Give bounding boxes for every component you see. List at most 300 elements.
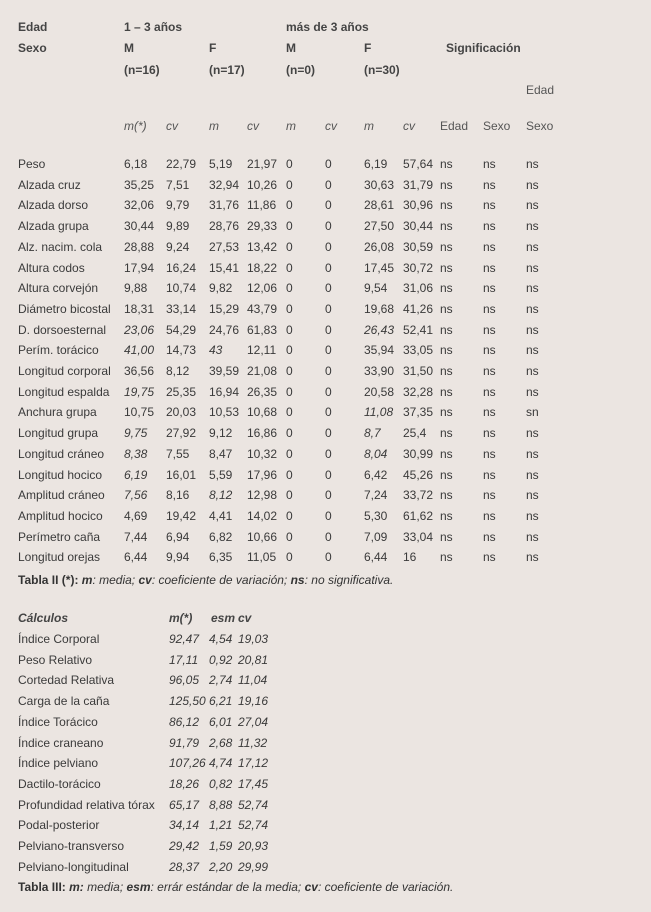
cell-sig-edadsexo: ns xyxy=(526,301,539,316)
calc-col-m: m(*) xyxy=(169,611,193,625)
cell-m1-cv: 7,55 xyxy=(166,446,190,461)
cell-sig-edad: ns xyxy=(440,364,453,378)
sex-m1-label: M xyxy=(124,41,134,55)
cell-sig-edad: ns xyxy=(440,343,453,358)
n-m1: (n=16) xyxy=(124,63,160,77)
cell-f2-cv: 52,41 xyxy=(403,322,434,337)
cell-m2-cv: 0 xyxy=(325,405,332,420)
cell-f2-mean: 30,63 xyxy=(364,177,395,192)
calc-row-label: Índice Torácico xyxy=(18,714,98,729)
cell-sig-edad: ns xyxy=(440,529,453,544)
cell-sig-sexo: ns xyxy=(483,343,496,358)
cell-m2-cv: 0 xyxy=(325,529,332,544)
row-label: Longitud hocico xyxy=(18,467,103,482)
cell-f2-mean: 28,61 xyxy=(364,198,395,213)
cell-sig-edadsexo: ns xyxy=(526,239,539,254)
col-sig-edadsexo: Sexo xyxy=(526,119,554,133)
cell-f1-mean: 43 xyxy=(209,343,223,358)
table3-caption xyxy=(18,880,453,894)
row-label: Alz. nacim. cola xyxy=(18,239,103,254)
cell-sig-edadsexo: ns xyxy=(526,260,539,275)
cell-sig-edadsexo: ns xyxy=(526,219,539,234)
row-label: Perím. torácico xyxy=(18,343,99,358)
cell-m2-cv: 0 xyxy=(325,426,332,441)
calc-row-label: Índice pelviano xyxy=(18,756,99,771)
cell-sig-sexo: ns xyxy=(483,364,496,378)
cell-sig-edadsexo: ns xyxy=(526,322,539,337)
cell-f2-cv: 31,50 xyxy=(403,364,434,378)
cell-m2-mean: 0 xyxy=(286,260,293,275)
cell-f1-cv: 10,68 xyxy=(247,405,278,420)
cell-sig-sexo: ns xyxy=(483,550,496,565)
calc-col-cv: cv xyxy=(238,611,252,625)
cell-f2-cv: 33,05 xyxy=(403,343,434,358)
cell-f2-cv: 30,96 xyxy=(403,198,434,213)
cell-f1-cv: 26,35 xyxy=(247,384,278,399)
cell-sig-edadsexo: ns xyxy=(526,198,539,213)
cell-f2-cv: 33,72 xyxy=(403,488,434,503)
calc-cell-m: 28,37 xyxy=(169,859,200,874)
cell-f2-mean: 8,04 xyxy=(364,446,388,461)
row-label: Alzada dorso xyxy=(18,198,89,213)
cell-sig-sexo: ns xyxy=(483,488,496,503)
calc-row-label: Índice Corporal xyxy=(18,632,100,646)
cell-f1-mean: 27,53 xyxy=(209,239,240,254)
group-over3-label: más de 3 años xyxy=(286,20,369,34)
col-m1-mean: m(*) xyxy=(124,119,147,133)
cell-sig-edadsexo: ns xyxy=(526,384,539,399)
calc-cell-cv: 19,16 xyxy=(238,694,269,709)
cell-f2-mean: 6,19 xyxy=(364,157,388,171)
cell-m1-mean: 28,88 xyxy=(124,239,155,254)
cell-f1-mean: 28,76 xyxy=(209,219,240,234)
cell-m1-cv: 8,16 xyxy=(166,488,190,503)
cell-sig-sexo: ns xyxy=(483,529,496,544)
caption3-prefix: Tabla III: xyxy=(18,880,70,894)
caption2-m-text: : media; xyxy=(92,573,139,587)
cell-m1-cv: 22,79 xyxy=(166,157,197,171)
cell-f2-cv: 41,26 xyxy=(403,301,434,316)
cell-m1-mean: 35,25 xyxy=(124,177,155,192)
cell-f1-cv: 18,22 xyxy=(247,260,278,275)
calc-cell-esm: 2,74 xyxy=(209,673,233,688)
cell-m2-cv: 0 xyxy=(325,322,332,337)
cell-m2-mean: 0 xyxy=(286,301,293,316)
cell-m2-mean: 0 xyxy=(286,384,293,399)
col-m1-cv: cv xyxy=(166,119,178,133)
caption3-cv-text: : coeficiente de variación. xyxy=(317,880,454,894)
cell-f1-cv: 16,86 xyxy=(247,426,278,441)
calc-col-esm: esm xyxy=(211,611,236,625)
cell-m1-cv: 6,94 xyxy=(166,529,190,544)
cell-m1-mean: 7,44 xyxy=(124,529,148,544)
cell-f2-mean: 7,09 xyxy=(364,529,388,544)
cell-f1-cv: 10,26 xyxy=(247,177,278,192)
cell-f1-cv: 43,79 xyxy=(247,301,278,316)
calc-row-label: Pelviano-longitudinal xyxy=(18,859,129,874)
cell-sig-edad: ns xyxy=(440,550,453,565)
calc-cell-m: 29,42 xyxy=(169,839,200,853)
cell-sig-edadsexo: ns xyxy=(526,157,539,171)
cell-sig-edad: ns xyxy=(440,508,453,523)
cell-f1-mean: 9,12 xyxy=(209,426,233,441)
cell-sig-edadsexo: ns xyxy=(526,488,539,503)
caption3-cv: cv xyxy=(304,880,318,894)
cell-m1-cv: 20,03 xyxy=(166,405,197,420)
cell-m2-cv: 0 xyxy=(325,508,332,523)
cell-m2-cv: 0 xyxy=(325,301,332,316)
cell-sig-sexo: ns xyxy=(483,426,496,441)
calc-cell-m: 92,47 xyxy=(169,632,200,646)
cell-m2-mean: 0 xyxy=(286,322,293,337)
cell-m2-cv: 0 xyxy=(325,157,332,171)
cell-m1-mean: 7,56 xyxy=(124,488,148,503)
caption3-m-text: media; xyxy=(83,880,127,894)
cell-m1-mean: 18,31 xyxy=(124,301,155,316)
col-f2-cv: cv xyxy=(403,119,415,133)
cell-f1-mean: 5,19 xyxy=(209,157,233,171)
cell-f2-mean: 17,45 xyxy=(364,260,395,275)
cell-m2-mean: 0 xyxy=(286,488,293,503)
cell-m1-mean: 8,38 xyxy=(124,446,148,461)
cell-f2-mean: 11,08 xyxy=(364,405,394,420)
col-f1-cv: cv xyxy=(247,119,259,133)
cell-sig-edadsexo: sn xyxy=(526,405,539,420)
col-sig-sexo: Sexo xyxy=(483,119,511,133)
cell-f2-mean: 33,90 xyxy=(364,364,395,378)
cell-sig-edadsexo: ns xyxy=(526,364,539,378)
calc-cell-m: 65,17 xyxy=(169,797,200,812)
cell-m2-cv: 0 xyxy=(325,219,332,234)
cell-sig-edad: ns xyxy=(440,157,453,171)
cell-sig-edad: ns xyxy=(440,488,453,503)
cell-f1-cv: 11,86 xyxy=(247,198,277,213)
cell-m1-mean: 6,44 xyxy=(124,550,148,565)
calc-cell-esm: 4,54 xyxy=(209,632,233,646)
cell-f2-mean: 6,44 xyxy=(364,550,388,565)
cell-m1-mean: 6,18 xyxy=(124,157,148,171)
cell-f1-cv: 10,66 xyxy=(247,529,278,544)
row-label: Longitud grupa xyxy=(18,426,99,441)
calc-cell-esm: 4,74 xyxy=(209,756,233,771)
cell-sig-edad: ns xyxy=(440,219,453,234)
calc-row-label: Peso Relativo xyxy=(18,652,93,667)
cell-m2-mean: 0 xyxy=(286,550,293,565)
cell-m1-cv: 16,01 xyxy=(166,467,197,482)
cell-f1-mean: 4,41 xyxy=(209,508,233,523)
cell-f2-cv: 30,59 xyxy=(403,239,434,254)
calc-cell-cv: 27,04 xyxy=(238,714,269,729)
cell-m2-cv: 0 xyxy=(325,550,332,565)
cell-m2-cv: 0 xyxy=(325,488,332,503)
cell-m1-cv: 33,14 xyxy=(166,301,197,316)
calc-cell-esm: 1,21 xyxy=(209,818,233,833)
sexo-label: Sexo xyxy=(18,41,47,55)
cell-sig-edad: ns xyxy=(440,467,453,482)
cell-m2-mean: 0 xyxy=(286,281,293,296)
cell-m1-cv: 9,89 xyxy=(166,219,190,234)
cell-m1-mean: 41,00 xyxy=(124,343,155,358)
edad-label: Edad xyxy=(18,20,48,34)
cell-sig-sexo: ns xyxy=(483,405,496,420)
calc-cell-m: 18,26 xyxy=(169,776,200,791)
sex-f1-label: F xyxy=(209,41,217,55)
caption2-ns-text: : no significativa. xyxy=(304,573,394,587)
calc-cell-esm: 1,59 xyxy=(209,839,233,853)
cell-m2-mean: 0 xyxy=(286,343,293,358)
cell-sig-sexo: ns xyxy=(483,198,496,213)
cell-m1-mean: 10,75 xyxy=(124,405,155,420)
cell-f2-cv: 61,62 xyxy=(403,508,434,523)
cell-f2-cv: 16 xyxy=(403,550,417,565)
cell-sig-sexo: ns xyxy=(483,508,496,523)
table2-caption xyxy=(18,573,393,587)
n-f2: (n=30) xyxy=(364,63,400,77)
cell-sig-edadsexo: ns xyxy=(526,426,539,441)
cell-f2-cv: 37,35 xyxy=(403,405,434,420)
caption2-ns: ns xyxy=(290,573,305,587)
row-label: Perímetro caña xyxy=(18,529,101,544)
cell-f2-cv: 31,06 xyxy=(403,281,434,296)
cell-m1-cv: 8,12 xyxy=(166,364,190,378)
calc-cell-m: 96,05 xyxy=(169,673,200,688)
row-label: Anchura grupa xyxy=(18,405,97,420)
cell-sig-sexo: ns xyxy=(483,301,496,316)
group-1-3-label: 1 – 3 años xyxy=(124,20,183,34)
cell-f2-cv: 57,64 xyxy=(403,157,434,171)
cell-sig-edad: ns xyxy=(440,426,453,441)
cell-sig-edadsexo: ns xyxy=(526,550,539,565)
cell-m2-mean: 0 xyxy=(286,446,293,461)
caption3-m: m: xyxy=(69,880,84,894)
caption2-m: m xyxy=(81,573,93,587)
calc-cell-m: 86,12 xyxy=(169,714,200,729)
row-label: Altura corvejón xyxy=(18,281,99,296)
calc-cell-cv: 11,32 xyxy=(238,735,268,750)
cell-sig-edad: ns xyxy=(440,301,453,316)
cell-f2-mean: 7,24 xyxy=(364,488,388,503)
calc-label: Cálculos xyxy=(18,611,69,625)
cell-f2-cv: 30,72 xyxy=(403,260,434,275)
cell-sig-sexo: ns xyxy=(483,177,496,192)
cell-f2-cv: 30,99 xyxy=(403,446,434,461)
cell-m2-mean: 0 xyxy=(286,177,293,192)
col-f1-mean: m xyxy=(209,119,219,133)
row-label: Alzada cruz xyxy=(18,177,81,192)
row-label: Longitud espalda xyxy=(18,384,110,399)
cell-m1-cv: 9,79 xyxy=(166,198,190,213)
calc-cell-cv: 17,12 xyxy=(238,756,269,771)
cell-f2-cv: 45,26 xyxy=(403,467,434,482)
cell-f1-mean: 8,47 xyxy=(209,446,233,461)
cell-f1-cv: 10,32 xyxy=(247,446,278,461)
cell-m2-cv: 0 xyxy=(325,177,332,192)
col-f2-mean: m xyxy=(364,119,374,133)
cell-m1-cv: 7,51 xyxy=(166,177,190,192)
cell-f2-mean: 35,94 xyxy=(364,343,395,358)
cell-f1-mean: 5,59 xyxy=(209,467,233,482)
cell-f2-mean: 6,42 xyxy=(364,467,388,482)
cell-sig-edadsexo: ns xyxy=(526,177,539,192)
cell-f1-mean: 24,76 xyxy=(209,322,240,337)
caption2-cv: cv xyxy=(138,573,152,587)
cell-sig-edad: ns xyxy=(440,322,453,337)
cell-sig-edadsexo: ns xyxy=(526,446,539,461)
cell-f1-cv: 11,05 xyxy=(247,550,277,565)
sex-m2-label: M xyxy=(286,41,296,55)
calc-cell-cv: 52,74 xyxy=(238,818,269,833)
cell-f2-mean: 27,50 xyxy=(364,219,395,234)
row-label: Longitud cráneo xyxy=(18,446,105,461)
calc-row-label: Cortedad Relativa xyxy=(18,673,115,688)
row-label: D. dorsoesternal xyxy=(18,322,107,337)
calc-cell-m: 125,50 xyxy=(169,694,206,709)
row-label: Peso xyxy=(18,157,46,171)
calc-cell-cv: 11,04 xyxy=(238,673,268,688)
cell-m1-mean: 19,75 xyxy=(124,384,155,399)
cell-f2-mean: 9,54 xyxy=(364,281,388,296)
calc-cell-esm: 6,21 xyxy=(209,694,233,709)
calc-cell-cv: 52,74 xyxy=(238,797,269,812)
cell-m1-cv: 14,73 xyxy=(166,343,197,358)
cell-sig-sexo: ns xyxy=(483,260,496,275)
calc-cell-esm: 6,01 xyxy=(209,714,233,729)
calc-cell-cv: 19,03 xyxy=(238,632,269,646)
calc-cell-cv: 17,45 xyxy=(238,776,269,791)
row-label: Altura codos xyxy=(18,260,85,275)
cell-m1-mean: 36,56 xyxy=(124,364,155,378)
cell-m1-cv: 54,29 xyxy=(166,322,197,337)
cell-f2-mean: 8,7 xyxy=(364,426,381,441)
calc-row-label: Índice craneano xyxy=(18,735,104,750)
calc-cell-m: 34,14 xyxy=(169,818,200,833)
row-label: Alzada grupa xyxy=(18,219,89,234)
cell-sig-edad: ns xyxy=(440,446,453,461)
cell-f2-mean: 19,68 xyxy=(364,301,395,316)
calc-row-label: Podal-posterior xyxy=(18,818,100,833)
row-label: Amplitud hocico xyxy=(18,508,103,523)
cell-sig-edadsexo: ns xyxy=(526,508,539,523)
cell-sig-sexo: ns xyxy=(483,281,496,296)
cell-sig-sexo: ns xyxy=(483,322,496,337)
cell-sig-edad: ns xyxy=(440,281,453,296)
row-label: Longitud corporal xyxy=(18,364,111,378)
cell-m2-cv: 0 xyxy=(325,239,332,254)
cell-m2-cv: 0 xyxy=(325,198,332,213)
cell-m2-mean: 0 xyxy=(286,198,293,213)
cell-m2-mean: 0 xyxy=(286,219,293,234)
calc-cell-m: 91,79 xyxy=(169,735,200,750)
cell-m2-mean: 0 xyxy=(286,405,293,420)
calc-cell-cv: 20,93 xyxy=(238,839,269,853)
cell-m2-mean: 0 xyxy=(286,239,293,254)
cell-m1-mean: 32,06 xyxy=(124,198,155,213)
row-label: Longitud orejas xyxy=(18,550,101,565)
cell-m2-cv: 0 xyxy=(325,446,332,461)
cell-f2-mean: 20,58 xyxy=(364,384,395,399)
cell-m1-mean: 9,75 xyxy=(124,426,148,441)
cell-f1-mean: 39,59 xyxy=(209,364,240,378)
cell-f2-cv: 31,79 xyxy=(403,177,434,192)
calc-cell-esm: 2,20 xyxy=(209,859,233,874)
cell-m2-cv: 0 xyxy=(325,343,332,358)
cell-sig-sexo: ns xyxy=(483,239,496,254)
cell-m1-cv: 27,92 xyxy=(166,426,197,441)
cell-sig-sexo: ns xyxy=(483,219,496,234)
cell-sig-edadsexo: ns xyxy=(526,529,539,544)
cell-f1-cv: 14,02 xyxy=(247,508,278,523)
cell-f2-mean: 26,43 xyxy=(364,322,395,337)
col-m2-mean: m xyxy=(286,119,296,133)
cell-m1-cv: 10,74 xyxy=(166,281,197,296)
sex-f2-label: F xyxy=(364,41,372,55)
cell-f1-cv: 29,33 xyxy=(247,219,278,234)
cell-m1-mean: 4,69 xyxy=(124,508,148,523)
cell-f2-cv: 25,4 xyxy=(403,426,427,441)
cell-sig-sexo: ns xyxy=(483,467,496,482)
calc-row-label: Carga de la caña xyxy=(18,694,110,709)
cell-m1-mean: 9,88 xyxy=(124,281,148,296)
row-label: Diámetro bicostal xyxy=(18,301,111,316)
calc-cell-cv: 29,99 xyxy=(238,859,269,874)
calc-cell-esm: 0,92 xyxy=(209,652,233,667)
cell-f1-mean: 6,35 xyxy=(209,550,233,565)
cell-f1-cv: 17,96 xyxy=(247,467,278,482)
cell-m2-mean: 0 xyxy=(286,426,293,441)
cell-f1-cv: 61,83 xyxy=(247,322,278,337)
cell-f1-mean: 8,12 xyxy=(209,488,233,503)
cell-m1-cv: 16,24 xyxy=(166,260,197,275)
cell-m2-mean: 0 xyxy=(286,508,293,523)
cell-f1-cv: 12,98 xyxy=(247,488,278,503)
cell-f1-cv: 21,97 xyxy=(247,157,278,171)
significacion-label: Significación xyxy=(446,41,521,55)
cell-f1-mean: 32,94 xyxy=(209,177,240,192)
cell-sig-edadsexo: ns xyxy=(526,281,539,296)
col-m2-cv: cv xyxy=(325,119,337,133)
cell-sig-edad: ns xyxy=(440,198,453,213)
caption2-prefix: Tabla II (*): xyxy=(18,573,82,587)
col-sig-edad: Edad xyxy=(440,119,469,133)
cell-sig-edad: ns xyxy=(440,260,453,275)
cell-f1-mean: 10,53 xyxy=(209,405,240,420)
cell-sig-edadsexo: ns xyxy=(526,343,539,358)
cell-m2-cv: 0 xyxy=(325,364,332,378)
cell-m1-cv: 9,24 xyxy=(166,239,190,254)
calc-row-label: Pelviano-transverso xyxy=(18,839,125,853)
calc-row-label: Dactilo-torácico xyxy=(18,776,101,791)
cell-m2-mean: 0 xyxy=(286,467,293,482)
cell-f1-mean: 15,29 xyxy=(209,301,240,316)
cell-m2-mean: 0 xyxy=(286,157,293,171)
n-m2: (n=0) xyxy=(286,63,316,77)
cell-f2-cv: 30,44 xyxy=(403,219,434,234)
cell-m1-mean: 6,19 xyxy=(124,467,148,482)
cell-sig-edadsexo: ns xyxy=(526,467,539,482)
calc-cell-esm: 0,82 xyxy=(209,776,233,791)
calc-cell-m: 107,26 xyxy=(169,756,206,771)
calc-cell-esm: 8,88 xyxy=(209,797,233,812)
cell-f2-mean: 5,30 xyxy=(364,508,388,523)
cell-m1-mean: 23,06 xyxy=(124,322,155,337)
cell-m1-cv: 9,94 xyxy=(166,550,190,565)
cell-m2-cv: 0 xyxy=(325,260,332,275)
cell-sig-sexo: ns xyxy=(483,157,496,171)
cell-f1-mean: 16,94 xyxy=(209,384,240,399)
caption3-esm: esm xyxy=(126,880,151,894)
sig-edadsexo-top: Edad xyxy=(526,83,555,97)
cell-sig-sexo: ns xyxy=(483,384,496,399)
